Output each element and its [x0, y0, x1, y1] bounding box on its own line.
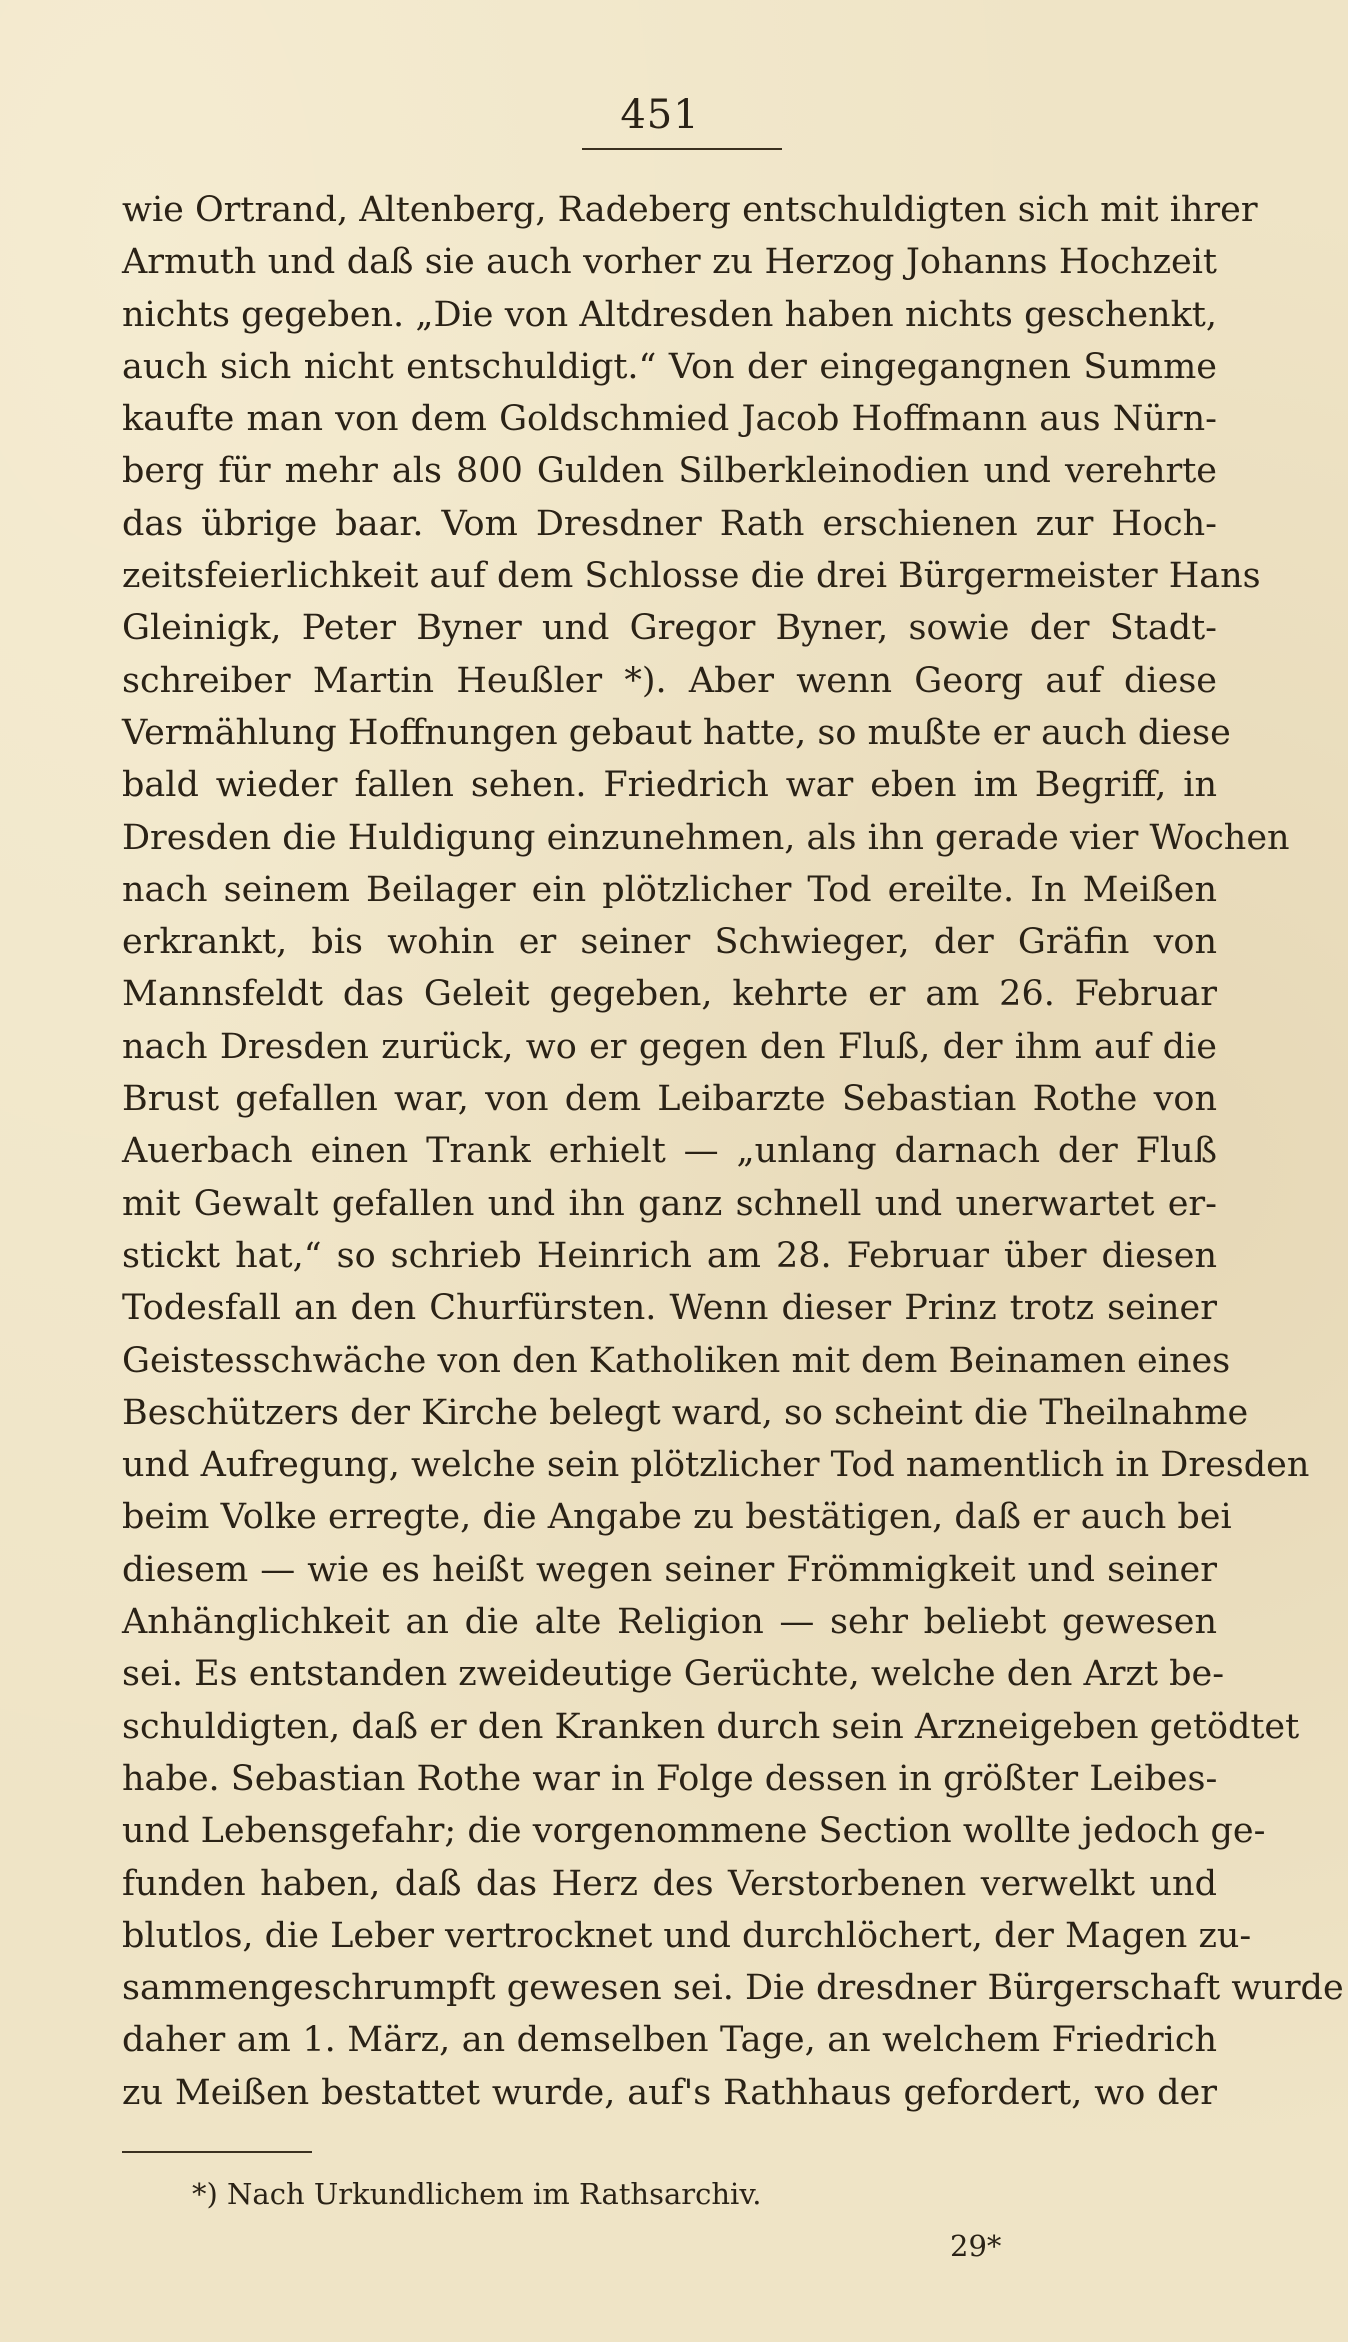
text-line: kaufte man von dem Goldschmied Jacob Hoffmann aus Nürn-: [122, 399, 1217, 440]
text-line: Auerbach einen Trank erhielt — „unlang darnach der Fluß: [122, 1131, 1217, 1172]
text-line: zeitsfeierlichkeit auf dem Schlosse die drei Bürgermeister Hans: [122, 556, 1261, 597]
text-line: habe. Sebastian Rothe war in Folge dessen in größter Leibes-: [122, 1758, 1218, 1799]
header-rule: [582, 148, 782, 150]
page-number: 451: [620, 92, 700, 138]
text-line: blutlos, die Leber vertrocknet und durchlöchert, der Magen zu-: [122, 1915, 1252, 1956]
text-line: Todesfall an den Churfürsten. Wenn dieser Prinz trotz seiner: [122, 1288, 1217, 1329]
text-line: schreiber Martin Heußler *). Aber wenn Georg auf diese: [122, 660, 1217, 701]
text-line: Anhänglichkeit an die alte Religion — sehr beliebt gewesen: [122, 1602, 1217, 1643]
text-line: Dresden die Huldigung einzunehmen, als ihn gerade vier Wochen: [122, 817, 1290, 858]
text-line: daher am 1. März, an demselben Tage, an welchem Friedrich: [122, 2020, 1217, 2061]
text-line: schuldigten, daß er den Kranken durch sein Arzneigeben getödtet: [122, 1706, 1300, 1747]
text-line: und Aufregung, welche sein plötzlicher Tod namentlich in Dresden: [122, 1445, 1310, 1486]
text-line: sei. Es entstanden zweideutige Gerüchte, welche den Arzt be-: [122, 1654, 1225, 1695]
text-line: stickt hat,“ so schrieb Heinrich am 28. Februar über diesen: [122, 1235, 1217, 1276]
text-line: erkrankt, bis wohin er seiner Schwieger, der Gräfin von: [122, 922, 1217, 963]
text-line: das übrige baar. Vom Dresdner Rath erschienen zur Hoch-: [122, 503, 1217, 544]
text-line: Gleinigk, Peter Byner und Gregor Byner, sowie der Stadt-: [122, 608, 1217, 649]
text-line: berg für mehr als 800 Gulden Silberkleinodien und verehrte: [122, 451, 1217, 492]
text-line: Mannsfeldt das Geleit gegeben, kehrte er am 26. Februar: [122, 974, 1217, 1015]
text-line: mit Gewalt gefallen und ihn ganz schnell und unerwartet er-: [122, 1183, 1217, 1224]
text-line: Armuth und daß sie auch vorher zu Herzog Johanns Hochzeit: [122, 242, 1217, 283]
text-line: diesem — wie es heißt wegen seiner Frömmigkeit und seiner: [122, 1549, 1217, 1590]
text-line: Geistesschwäche von den Katholiken mit dem Beinamen eines: [122, 1340, 1231, 1381]
footnote: *) Nach Urkundlichem im Rathsarchiv.: [192, 2177, 762, 2211]
text-line: funden haben, daß das Herz des Verstorbenen verwelkt und: [122, 1863, 1217, 1904]
text-line: Brust gefallen war, von dem Leibarzte Sebastian Rothe von: [122, 1079, 1217, 1120]
text-line: nach seinem Beilager ein plötzlicher Tod ereilte. In Meißen: [122, 869, 1217, 910]
text-line: Vermählung Hoffnungen gebaut hatte, so mußte er auch diese: [122, 712, 1231, 753]
text-line: bald wieder fallen sehen. Friedrich war eben im Begriff, in: [122, 765, 1217, 806]
text-line: auch sich nicht entschuldigt.“ Von der eingegangnen Summe: [122, 346, 1217, 387]
body-text: [122, 184, 1344, 2119]
text-line: sammengeschrumpft gewesen sei. Die dresdner Bürgerschaft wurde: [122, 1968, 1344, 2009]
text-line: nach Dresden zurück, wo er gegen den Fluß, der ihm auf die: [122, 1026, 1217, 1067]
text-line: Beschützers der Kirche belegt ward, so scheint die Theilnahme: [122, 1392, 1249, 1433]
signature-mark: 29*: [950, 2229, 1002, 2263]
footnote-rule: [122, 2151, 312, 2153]
text-line: wie Ortrand, Altenberg, Radeberg entschuldigten sich mit ihrer: [122, 190, 1258, 230]
text-line: und Lebensgefahr; die vorgenommene Section wollte jedoch ge-: [122, 1811, 1266, 1852]
text-line: nichts gegeben. „Die von Altdresden haben nichts geschenkt,: [122, 294, 1217, 335]
text-line: zu Meißen bestattet wurde, auf's Rathhaus gefordert, wo der: [122, 2072, 1217, 2113]
text-line: beim Volke erregte, die Angabe zu bestätigen, daß er auch bei: [122, 1497, 1232, 1538]
